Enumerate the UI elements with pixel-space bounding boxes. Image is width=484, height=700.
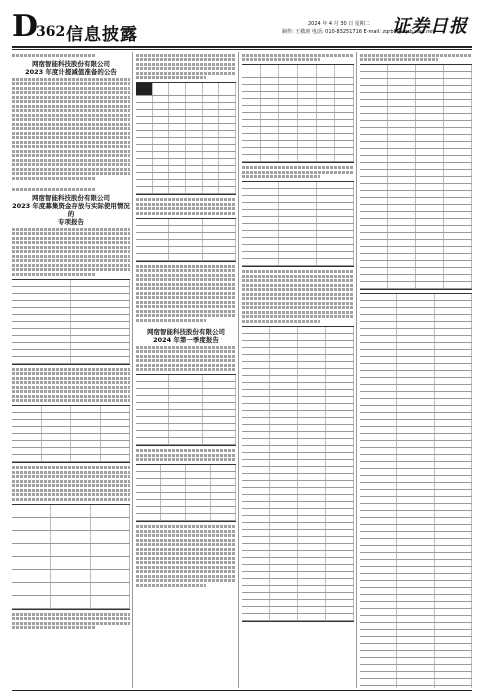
data-table (12, 405, 130, 463)
issue-date: 2024 年 4 月 30 日 星期二 (308, 21, 370, 27)
masthead-rule-thin (12, 49, 472, 50)
column-4 (360, 52, 472, 688)
data-table (136, 82, 236, 195)
article-title: 网宿智能科技股份有限公司 2024 年第一季度报告 (147, 327, 225, 344)
data-table (136, 374, 236, 446)
data-table (12, 279, 130, 365)
page-number: 362 (36, 24, 66, 40)
data-table (242, 326, 354, 622)
column-3 (242, 52, 354, 688)
editor-line: 制作: 王敬涛 电话: 010-83251716 E-mail: zqrb9@zqrb.sina.net (282, 29, 435, 35)
column-1 (12, 52, 130, 688)
article-title: 网宿智能科技股份有限公司 2023 年度募集资金存放与实际使用情况的 专项报告 (12, 193, 130, 226)
page-letter: D (12, 9, 39, 44)
data-table (12, 504, 130, 610)
newspaper-logo: 证券日报 (392, 16, 468, 37)
column-2 (136, 52, 236, 688)
column-divider (132, 52, 133, 688)
data-table (360, 64, 472, 290)
column-divider (356, 52, 357, 688)
section-title: 信息披露 (66, 25, 138, 45)
masthead-rule (12, 46, 472, 48)
data-table (136, 218, 236, 262)
masthead (12, 10, 472, 46)
data-table (242, 181, 354, 267)
data-table (136, 464, 236, 522)
article-title: 网宿智能科技股份有限公司 2023 年度计提减值准备的公告 (25, 59, 117, 76)
data-table (360, 293, 472, 688)
column-divider (238, 52, 239, 688)
footer-rule (12, 690, 472, 691)
data-table (242, 64, 354, 163)
